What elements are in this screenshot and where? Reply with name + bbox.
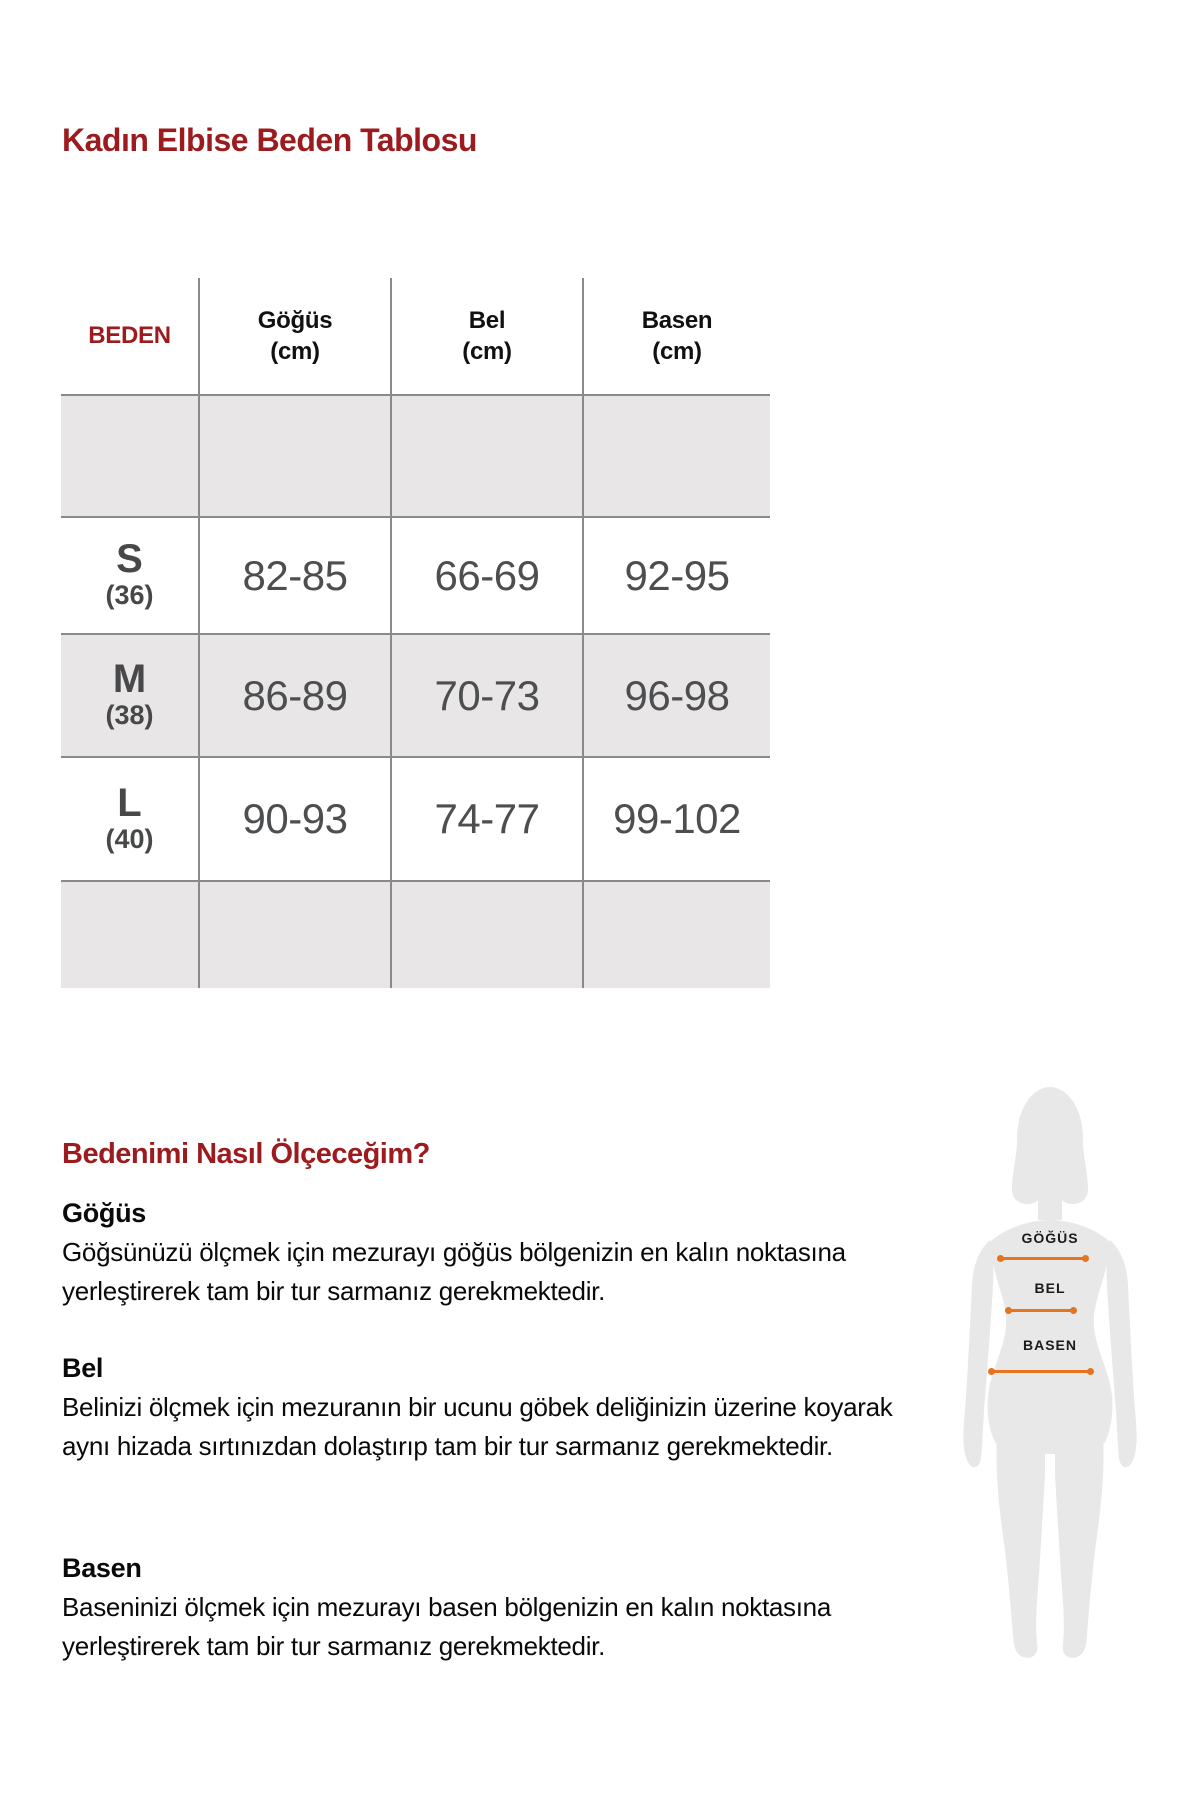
size-eu-number: (38) (105, 700, 154, 731)
table-cell (392, 880, 584, 988)
guide-section-bel (62, 1353, 912, 1466)
size-letter: L (117, 780, 142, 825)
header-cell-beden: BEDEN (61, 278, 200, 394)
header-unit: (cm) (270, 338, 320, 365)
table-cell: 86-89 (200, 633, 392, 756)
size-letter: S (116, 537, 143, 582)
size-letter: M (112, 657, 147, 702)
size-eu-number: (36) (105, 580, 154, 611)
guide-heading: Göğüs (62, 1198, 146, 1228)
table-row (61, 633, 770, 756)
header-label: Göğüs (257, 306, 333, 334)
table-header-row (61, 278, 770, 394)
table-row (61, 756, 770, 880)
figure-label-gogus: GÖĞÜS (1021, 1230, 1079, 1246)
table-cell (584, 880, 770, 988)
header-cell-bel (392, 278, 584, 394)
measure-line-bel (1007, 1309, 1075, 1312)
table-cell-size (61, 633, 200, 756)
guide-text: Belinizi ölçmek için mezuranın bir ucunu göbek deliğinizin üzerine koyarak aynı hizada sırtınızdan dolaştırıp tam bir tur sarmanız gerekmektedir. (62, 1392, 893, 1461)
guide-text: Göğsünüzü ölçmek için mezurayı göğüs bölgenizin en kalın noktasına yerleştirerek tam bir tur sarmanız gerekmektedir. (62, 1237, 846, 1306)
table-cell (200, 880, 392, 988)
page-title: Kadın Elbise Beden Tablosu (62, 122, 477, 158)
table-row (61, 516, 770, 633)
table-cell (584, 394, 770, 516)
female-body-silhouette (945, 1080, 1155, 1670)
table-cell: 66-69 (392, 516, 584, 633)
header-unit: (cm) (652, 338, 702, 365)
figure-label-basen: BASEN (1022, 1337, 1077, 1353)
header-cell-gogus (200, 278, 392, 394)
size-eu-number: (40) (105, 823, 154, 854)
header-label: Basen (641, 306, 713, 334)
guide-text: Baseninizi ölçmek için mezurayı basen bölgenizin en kalın noktasına yerleştirerek tam bir tur sarmanız gerekmektedir. (62, 1592, 832, 1661)
table-cell: 82-85 (200, 516, 392, 633)
header-label: Bel (468, 306, 506, 334)
table-cell (200, 394, 392, 516)
figure-label-bel: BEL (1034, 1280, 1066, 1296)
female-figure-illustration (945, 1080, 1155, 1670)
measure-line-gogus (999, 1257, 1087, 1260)
table-cell: 92-95 (584, 516, 770, 633)
guide-section-basen (62, 1553, 912, 1666)
guide-section-gogus (62, 1198, 912, 1311)
header-cell-basen (584, 278, 770, 394)
table-row (61, 880, 770, 988)
table-cell: 70-73 (392, 633, 584, 756)
table-cell (61, 880, 200, 988)
guide-heading: Bel (62, 1353, 104, 1383)
table-cell: 99-102 (584, 756, 770, 880)
table-cell: 96-98 (584, 633, 770, 756)
header-unit: (cm) (462, 338, 512, 365)
table-cell-size (61, 516, 200, 633)
table-row (61, 394, 770, 516)
table-cell (392, 394, 584, 516)
table-cell: 90-93 (200, 756, 392, 880)
size-table (61, 278, 770, 988)
measure-guide-title: Bedenimi Nasıl Ölçeceğim? (62, 1138, 430, 1170)
table-cell (61, 394, 200, 516)
measure-line-basen (990, 1370, 1092, 1373)
guide-heading: Basen (62, 1553, 142, 1583)
table-cell-size (61, 756, 200, 880)
table-cell: 74-77 (392, 756, 584, 880)
